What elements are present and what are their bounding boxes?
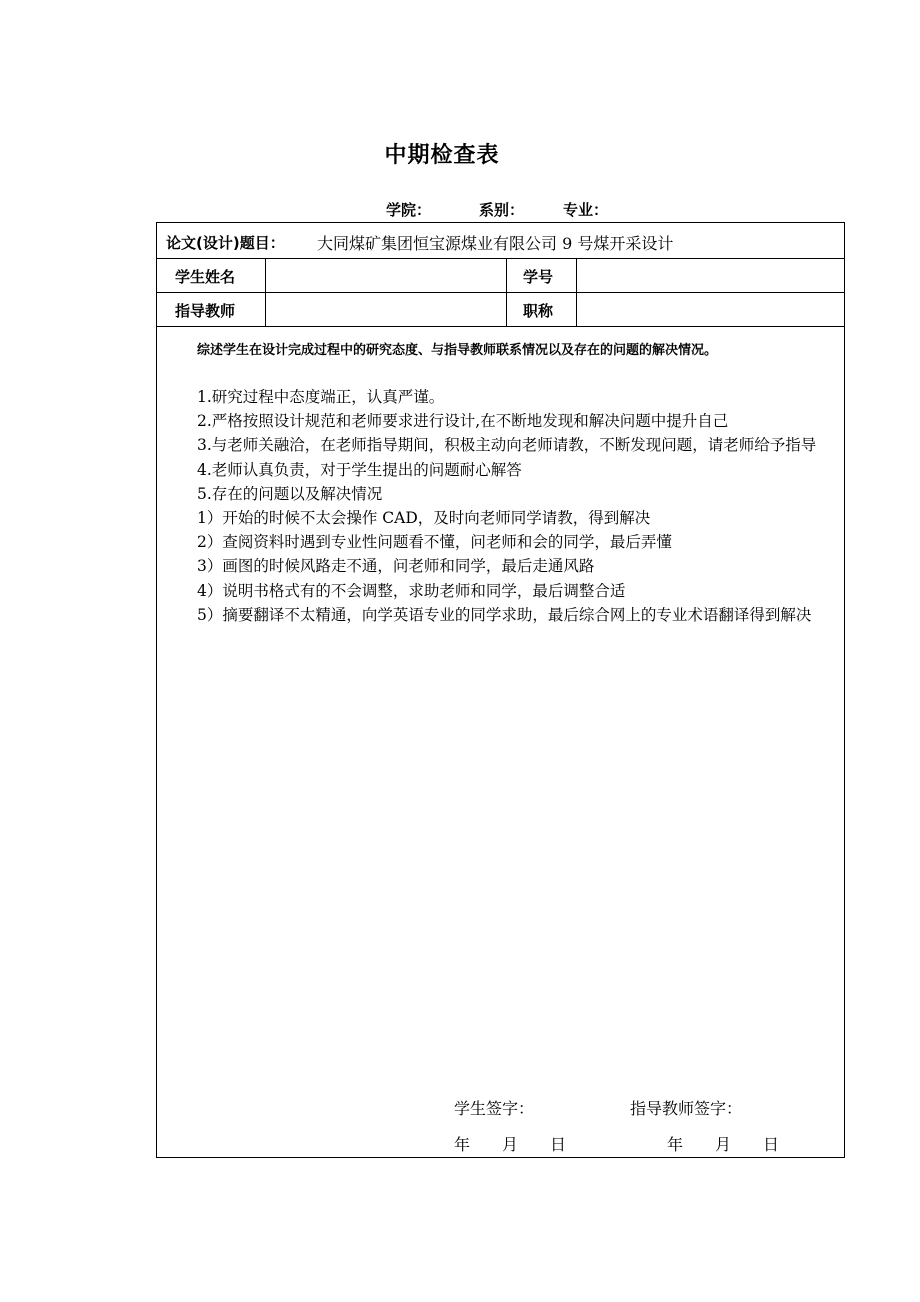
college-label: 学院： [386,201,432,219]
student-id-label: 学号 [523,268,554,286]
date-day: 日 [763,1135,780,1154]
page-title: 中期检查表 [384,143,500,168]
topic-label: 论文(设计)题目： [166,234,285,252]
midterm-check-form [156,222,845,1158]
date-day: 日 [550,1135,567,1154]
student-signature-date [454,1132,566,1155]
topic-value: 大同煤矿集团恒宝源煤业有限公司 9 号煤开采设计 [317,234,674,253]
column-divider [506,258,507,326]
summary-paragraph: 2.严格按照设计规范和老师要求进行设计,在不断地发现和解决问题中提升自己 [197,412,729,431]
summary-paragraph: 3）画图的时候风路走不通，问老师和同学，最后走通风路 [197,557,595,576]
summary-paragraph: 2）查阅资料时遇到专业性问题看不懂，问老师和会的同学，最后弄懂 [197,533,672,552]
summary-paragraph: 3.与老师关融洽，在老师指导期间，积极主动向老师请教，不断发现问题，请老师给予指导 [197,436,817,455]
summary-prompt: 综述学生在设计完成过程中的研究态度、与指导教师联系情况以及存在的问题的解决情况。 [197,343,718,358]
student-name-label: 学生姓名 [175,268,236,286]
summary-paragraph: 4.老师认真负责，对于学生提出的问题耐心解答 [197,460,522,479]
row-divider [157,258,844,259]
student-signature-label: 学生签字： [454,1099,535,1118]
major-label: 专业： [563,201,609,219]
row-divider [157,292,844,293]
advisor-signature-date [667,1132,779,1155]
summary-paragraph: 1）开始的时候不太会操作 CAD，及时向老师同学请教，得到解决 [197,509,651,528]
summary-paragraph: 4）说明书格式有的不会调整，求助老师和同学，最后调整合适 [197,581,626,600]
summary-paragraph: 5.存在的问题以及解决情况 [197,484,383,503]
summary-paragraph: 1.研究过程中态度端正，认真严谨。 [197,388,445,406]
column-divider [265,258,266,326]
advisor-label: 指导教师 [175,302,236,320]
department-label: 系别： [479,201,525,219]
title-label: 职称 [523,302,554,320]
date-month: 月 [502,1135,519,1154]
column-divider [576,258,577,326]
summary-body [166,385,838,627]
summary-paragraph: 5）摘要翻译不太精通，向学英语专业的同学求助，最后综合网上的专业术语翻译得到解决 [197,605,812,624]
advisor-signature-label: 指导教师签字： [630,1099,743,1118]
meta-row [386,199,608,220]
date-year: 年 [667,1135,684,1154]
date-year: 年 [454,1135,471,1154]
row-divider [157,326,844,327]
date-month: 月 [715,1135,732,1154]
